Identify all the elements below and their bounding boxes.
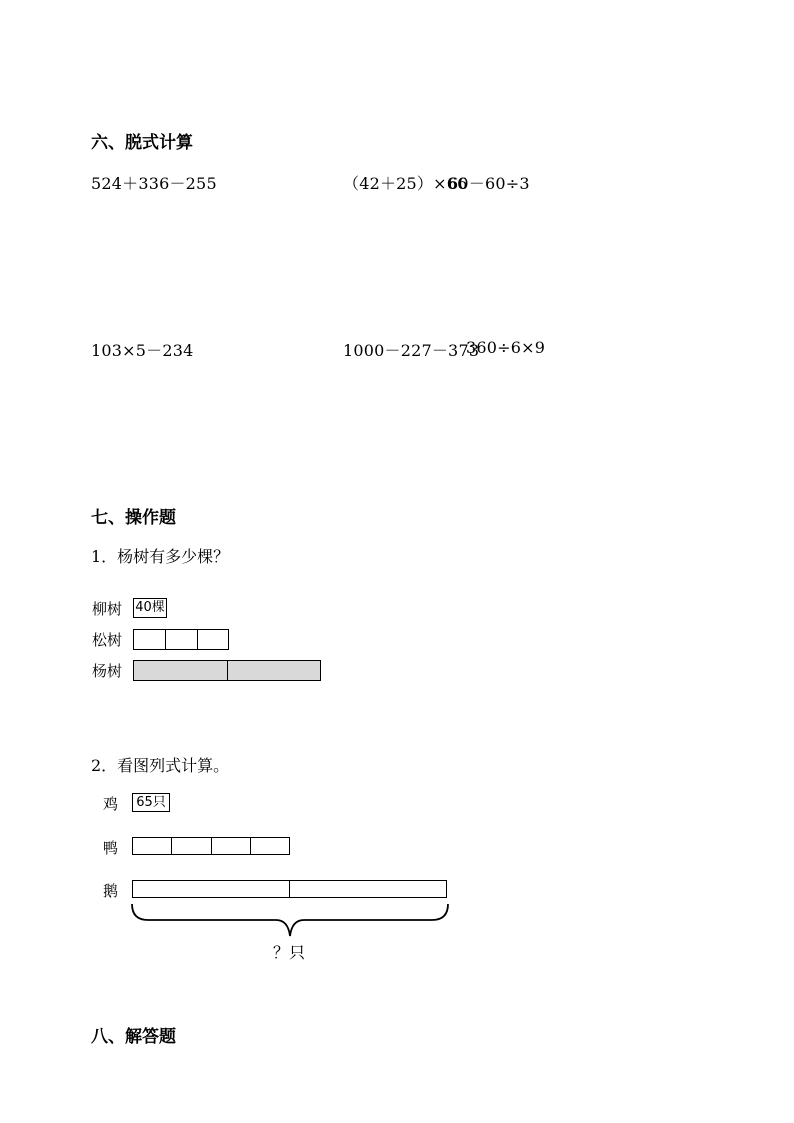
q1-poplar-bar [133, 660, 321, 681]
problem-5: 1000－227－373 [343, 341, 480, 360]
q2-duck-divider [211, 838, 212, 854]
q1-pine-bar [133, 629, 229, 650]
q1-poplar-divider [227, 661, 228, 680]
q2-brace [128, 902, 452, 940]
q2-chicken-count: 65只 [136, 795, 166, 810]
q2-duck-divider [250, 838, 251, 854]
q1-willow-count: 40棵 [135, 600, 165, 615]
q2-brace-label: ？只 [273, 943, 306, 962]
problem-2: （42＋25）×66 [343, 174, 468, 193]
question-1-text: 1．杨树有多少棵？ [91, 547, 230, 566]
question-2-text: 2．看图列式计算。 [91, 756, 230, 775]
q2-duck-divider [171, 838, 172, 854]
q2-goose-divider [289, 881, 290, 897]
q2-chicken-box [132, 793, 170, 812]
q1-willow-box [133, 598, 167, 618]
q2-label-goose: 鹅 [103, 882, 119, 900]
q1-label-pine: 松树 [92, 631, 123, 649]
problem-3: 60－60÷3 [448, 174, 530, 193]
section-6-title: 六、脱式计算 [91, 133, 193, 153]
problem-6: 360÷6×9 [466, 338, 546, 357]
q1-label-willow: 柳树 [92, 600, 123, 618]
q2-label-chicken: 鸡 [103, 795, 119, 813]
q2-goose-bar [132, 880, 447, 898]
q1-pine-divider [165, 630, 166, 649]
section-8-title: 八、解答题 [91, 1027, 176, 1047]
q1-label-poplar: 杨树 [92, 662, 123, 680]
q2-duck-bar [132, 837, 290, 855]
section-7-title: 七、操作题 [91, 508, 176, 528]
q2-label-duck: 鸭 [103, 839, 119, 857]
problem-4: 103×5－234 [91, 341, 194, 360]
problem-1: 524＋336－255 [91, 174, 217, 193]
q1-pine-divider [197, 630, 198, 649]
